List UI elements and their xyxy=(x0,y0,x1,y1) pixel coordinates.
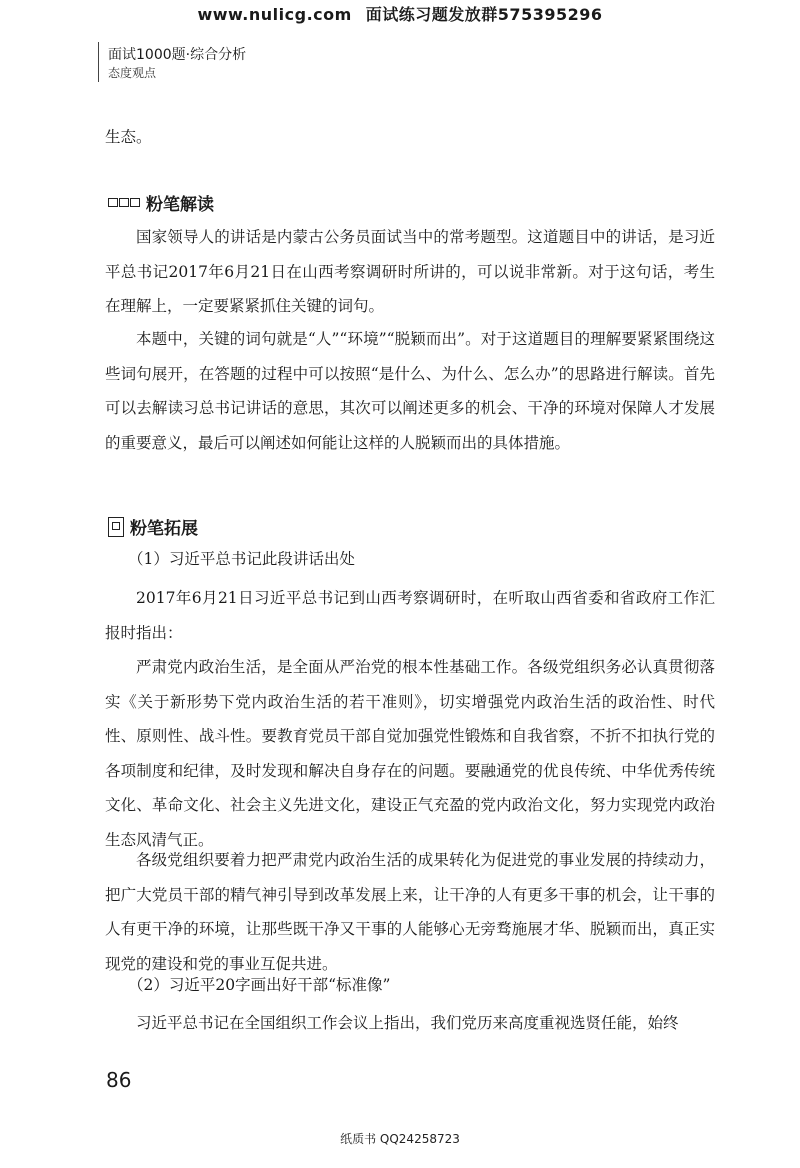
extension-paragraph-1: 2017年6月21日习近平总书记到山西考察调研时，在听取山西省委和省政府工作汇报时指出： xyxy=(105,589,715,642)
reading-paragraph-1: 国家领导人的讲话是内蒙古公务员面试当中的常考题型。这道题目中的讲话，是习近平总书记2017年6月21日在山西考察调研时所讲的，可以说非常新。对于这句话，考生在理解上，一定要紧紧抓住关键的词句。 xyxy=(105,228,715,315)
header-subtitle: 态度观点 xyxy=(108,66,157,80)
page-number: 86 xyxy=(106,1068,132,1092)
watermark-url: www.nulicg.com xyxy=(197,5,352,24)
extension-heading-text: 粉笔拓展 xyxy=(130,519,198,539)
watermark-group: 面试练习题发放群575395296 xyxy=(365,5,603,24)
reading-heading-text: 粉笔解读 xyxy=(146,195,214,215)
extension-subheading-1: （1）习近平总书记此段讲话出处 xyxy=(128,550,355,568)
reading-paragraph-2: 本题中，关键的词句就是“人”“环境”“脱颖而出”。对于这道题目的理解要紧紧围绕这些词句展开，在答题的过程中可以按照“是什么、为什么、怎么办”的思路进行解读。首先可以去解读习总书记讲话的意思，其次可以阐述更多的机会、干净的环境对保障人才发展的重要意义，最后可以阐述如何能让这样的人脱颖而出的具体措施。 xyxy=(105,330,715,452)
extension-icon xyxy=(108,517,124,537)
header-title: 面试1000题·综合分析 xyxy=(108,47,247,63)
reading-icon xyxy=(108,198,140,207)
footer-text: 纸质书 QQ24258723 xyxy=(340,1132,460,1146)
header-divider xyxy=(98,42,99,82)
extension-paragraph-2: 严肃党内政治生活，是全面从严治党的根本性基础工作。各级党组织务必认真贯彻落实《关于新形势下党内政治生活的若干准则》，切实增强党内政治生活的政治性、时代性、原则性、战斗性。要教育党员干部自觉加强党性锻炼和自我省察，不折不扣执行党的各项制度和纪律，及时发现和解决自身存在的问题。要融通党的优良传统、中华优秀传统文化、革命文化、社会主义先进文化，建设正气充盈的党内政治文化，努力实现党内政治生态风清气正。 xyxy=(105,658,715,849)
top-fragment: 生态。 xyxy=(105,128,152,146)
reading-heading xyxy=(108,190,214,215)
extension-subheading-2: （2）习近平20字画出好干部“标准像” xyxy=(128,976,391,994)
watermark-banner xyxy=(0,2,800,25)
extension-heading xyxy=(108,514,198,539)
extension-paragraph-4: 习近平总书记在全国组织工作会议上指出，我们党历来高度重视选贤任能，始终 xyxy=(136,1014,679,1032)
extension-paragraph-3: 各级党组织要着力把严肃党内政治生活的成果转化为促进党的事业发展的持续动力，把广大党员干部的精气神引导到改革发展上来，让干净的人有更多干事的机会，让干事的人有更干净的环境，让那些既干净又干事的人能够心无旁骛施展才华、脱颖而出，真正实现党的建设和党的事业互促共进。 xyxy=(105,851,715,973)
